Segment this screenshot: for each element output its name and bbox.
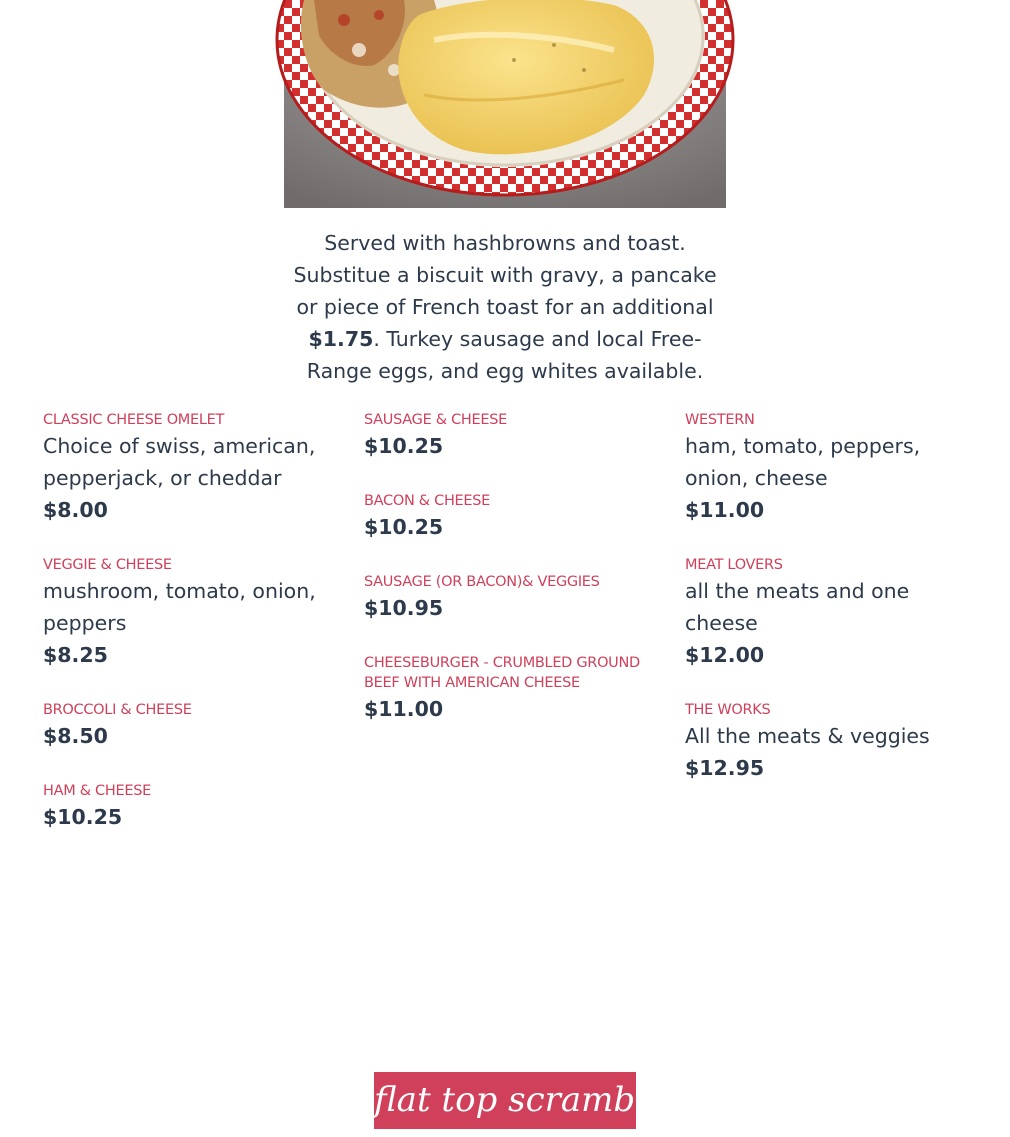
menu-item-veggie-cheese <box>43 555 343 671</box>
menu-item-name: BROCCOLI & CHEESE <box>43 702 192 718</box>
menu-item-bacon-cheese <box>364 491 664 543</box>
menu-item-western <box>685 410 985 526</box>
intro-text-before: Served with hashbrowns and toast. Substitue a biscuit with gravy, a pancake or piece of French toast for an additional <box>293 231 717 319</box>
menu-item-description: mushroom, tomato, onion, peppers <box>43 579 316 635</box>
section-heading-banner: flat top scramblers <box>374 1072 636 1129</box>
menu-item-name: THE WORKS <box>685 702 771 718</box>
menu-item-description: ham, tomato, peppers, onion, cheese <box>685 434 921 490</box>
menu-item-broccoli-cheese <box>43 700 343 752</box>
menu-item-the-works <box>685 700 985 784</box>
menu-item-cheeseburger <box>364 653 664 725</box>
menu-item-sausage-veggies <box>364 572 664 624</box>
menu-item-sausage-cheese <box>364 410 664 462</box>
omelet-plate-illustration <box>284 0 726 208</box>
menu-item-description: All the meats & veggies <box>685 724 930 748</box>
menu-item-price: $12.00 <box>685 643 765 667</box>
menu-item-description: all the meats and one cheese <box>685 579 910 635</box>
menu-item-classic-cheese-omelet <box>43 410 343 526</box>
menu-item-name: VEGGIE & CHEESE <box>43 557 172 573</box>
menu-item-price: $8.50 <box>43 724 108 748</box>
intro-text-after: . Turkey sausage and local Free-Range eggs, and egg whites available. <box>306 327 704 383</box>
menu-item-meat-lovers <box>685 555 985 671</box>
menu-item-name: CHEESEBURGER - CRUMBLED GROUND BEEF WITH AMERICAN CHEESE <box>364 655 640 691</box>
menu-item-price: $12.95 <box>685 756 765 780</box>
menu-column-3 <box>685 409 985 813</box>
menu-column-2 <box>364 409 664 754</box>
menu-item-price: $11.00 <box>685 498 765 522</box>
menu-intro-text <box>284 227 726 387</box>
omelet-plate-photo <box>284 0 726 208</box>
menu-item-price: $10.25 <box>43 805 123 829</box>
menu-item-name: SAUSAGE (OR BACON)& VEGGIES <box>364 574 600 590</box>
menu-column-1 <box>43 409 343 862</box>
menu-item-price: $8.25 <box>43 643 108 667</box>
menu-item-ham-cheese <box>43 781 343 833</box>
menu-item-name: BACON & CHEESE <box>364 493 491 509</box>
substitution-price: $1.75 <box>308 327 374 351</box>
menu-item-price: $10.95 <box>364 596 444 620</box>
menu-item-name: WESTERN <box>685 412 755 428</box>
menu-item-name: CLASSIC CHEESE OMELET <box>43 412 225 428</box>
menu-item-price: $8.00 <box>43 498 108 522</box>
menu-item-name: MEAT LOVERS <box>685 557 783 573</box>
menu-item-price: $11.00 <box>364 697 444 721</box>
menu-item-price: $10.25 <box>364 515 444 539</box>
menu-item-name: SAUSAGE & CHEESE <box>364 412 507 428</box>
menu-item-price: $10.25 <box>364 434 444 458</box>
menu-item-name: HAM & CHEESE <box>43 783 151 799</box>
menu-item-description: Choice of swiss, american, pepperjack, or cheddar <box>43 434 316 490</box>
